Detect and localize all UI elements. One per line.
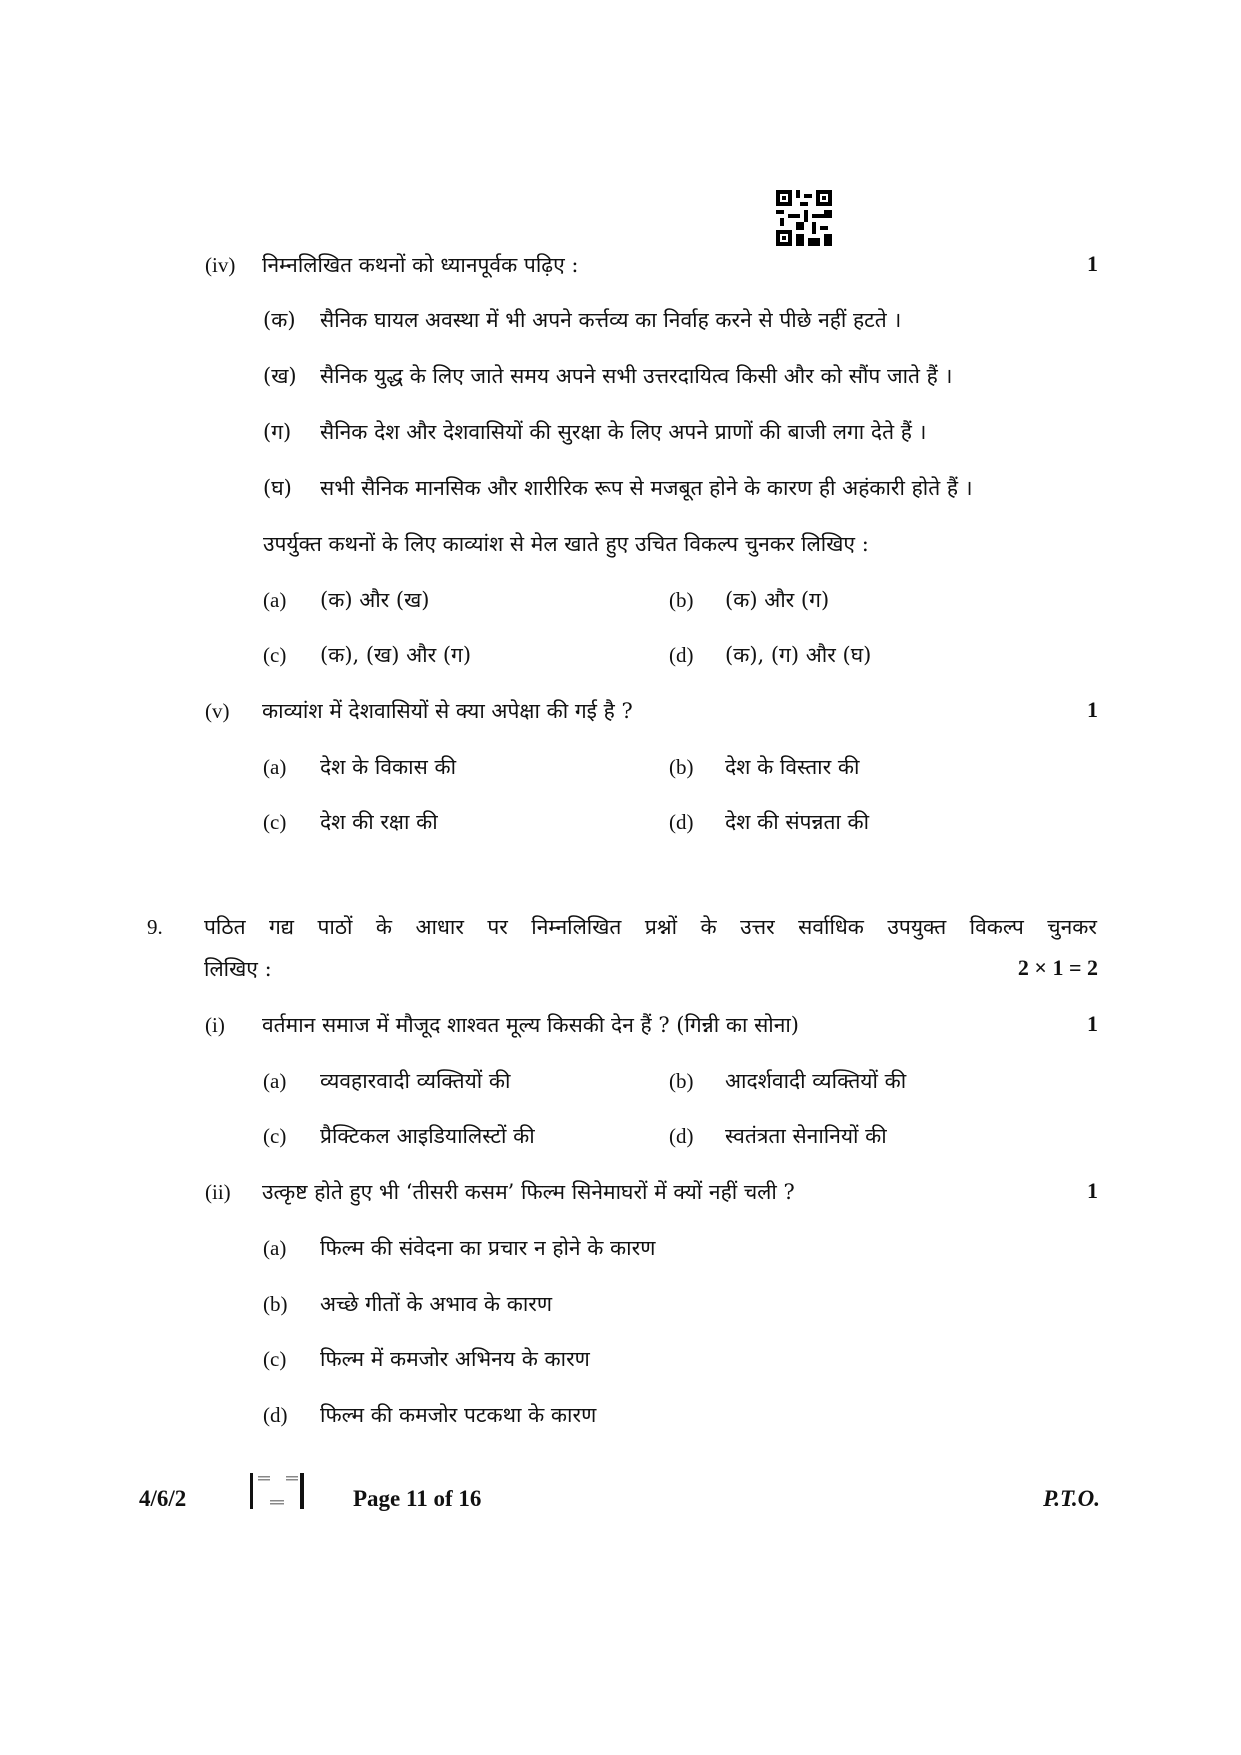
barcode-mark: [250, 1473, 306, 1509]
option-label: (b): [669, 1069, 694, 1093]
statement-label: (क): [263, 308, 296, 332]
option-text: व्यवहारवादी व्यक्तियों की: [320, 1069, 511, 1093]
please-turn-over: P.T.O.: [1043, 1486, 1100, 1511]
question-text: उत्कृष्ट होते हुए भी ‘तीसरी कसम’ फिल्म सिनेमाघरों में क्यों नहीं चली ?: [262, 1180, 795, 1204]
statement-text: सैनिक युद्ध के लिए जाते समय अपने सभी उत्तरदायित्व किसी और को सौंप जाते हैं ।: [320, 364, 953, 388]
option: [263, 1345, 590, 1373]
statement-text: सैनिक घायल अवस्था में भी अपने कर्त्तव्य का निर्वाह करने से पीछे नहीं हटते ।: [320, 308, 902, 332]
option: [263, 586, 430, 614]
option-text: देश के विस्तार की: [725, 755, 860, 779]
option-label: (a): [263, 1236, 287, 1260]
option-text: आदर्शवादी व्यक्तियों की: [725, 1069, 907, 1093]
option-text: अच्छे गीतों के अभाव के कारण: [320, 1292, 553, 1316]
option: [263, 753, 457, 781]
option-text: देश के विकास की: [320, 755, 457, 779]
option-label: (c): [263, 810, 287, 834]
option-text: (क), (ग) और (घ): [725, 643, 872, 667]
page-number: Page 11 of 16: [353, 1486, 482, 1511]
option-label: (d): [669, 810, 694, 834]
marks: 2 × 1 = 2: [1017, 955, 1098, 980]
question-8-v: [205, 697, 633, 725]
option: [263, 1234, 656, 1262]
statement: [263, 418, 927, 446]
option: [669, 641, 872, 669]
option: [669, 808, 870, 836]
option-label: (b): [669, 588, 694, 612]
question-9-ii: [205, 1178, 795, 1206]
question-text: निम्नलिखित कथनों को ध्यानपूर्वक पढ़िए :: [262, 253, 579, 277]
question-9-number: 9.: [147, 915, 163, 939]
option-text: (क) और (ग): [725, 588, 830, 612]
option-label: (d): [669, 1124, 694, 1148]
option: [669, 1067, 907, 1095]
option-text: देश की संपन्नता की: [725, 810, 870, 834]
option-text: फिल्म में कमजोर अभिनय के कारण: [320, 1347, 590, 1371]
question-8-iv: [205, 251, 579, 279]
option-label: (a): [263, 588, 287, 612]
marks: 1: [1087, 697, 1098, 722]
option-label: (c): [263, 643, 287, 667]
marks: 1: [1087, 1178, 1098, 1203]
option-label: (a): [263, 755, 287, 779]
option: [669, 1122, 887, 1150]
question-text: काव्यांश में देशवासियों से क्या अपेक्षा की गई है ?: [262, 699, 633, 723]
instruction: उपर्युक्त कथनों के लिए काव्यांश से मेल खाते हुए उचित विकल्प चुनकर लिखिए :: [263, 532, 869, 556]
statement-label: (ग): [263, 420, 292, 444]
option-text: फिल्म की संवेदना का प्रचार न होने के कारण: [320, 1236, 656, 1260]
statement: [263, 474, 973, 502]
option-text: देश की रक्षा की: [320, 810, 438, 834]
statement-label: (घ): [263, 476, 292, 500]
option: [263, 641, 472, 669]
statement-label: (ख): [263, 364, 297, 388]
option-label: (c): [263, 1124, 287, 1148]
option-label: (c): [263, 1347, 287, 1371]
option: [263, 1401, 597, 1429]
option: [263, 1067, 511, 1095]
question-text: वर्तमान समाज में मौजूद शाश्वत मूल्य किसकी देन हैं ? (गिन्नी का सोना): [262, 1013, 799, 1037]
option: [263, 808, 438, 836]
option-label: (b): [669, 755, 694, 779]
question-number: (v): [205, 699, 230, 723]
statement: [263, 306, 902, 334]
question-9-text: पठित गद्य पाठों के आधार पर निम्नलिखित प्रश्नों के उत्तर सर्वाधिक उपयुक्त विकल्प चुनकर: [204, 915, 1097, 939]
option-label: (d): [263, 1403, 288, 1427]
statement-text: सभी सैनिक मानसिक और शारीरिक रूप से मजबूत होने के कारण ही अहंकारी होते हैं ।: [320, 476, 973, 500]
marks: 1: [1087, 1011, 1098, 1036]
option-text: (क) और (ख): [320, 588, 430, 612]
marks: 1: [1087, 251, 1098, 276]
option: [263, 1122, 535, 1150]
question-9-text-cont: लिखिए :: [204, 957, 272, 981]
option-text: स्वतंत्रता सेनानियों की: [725, 1124, 887, 1148]
option: [263, 1290, 553, 1318]
option: [669, 586, 830, 614]
qr-code: [776, 190, 832, 246]
paper-code: 4/6/2: [139, 1486, 187, 1511]
question-number: (ii): [205, 1180, 231, 1204]
question-number: (i): [205, 1013, 225, 1037]
option-label: (a): [263, 1069, 287, 1093]
statement: [263, 362, 953, 390]
option: [669, 753, 860, 781]
question-9-i: [205, 1011, 799, 1039]
statement-text: सैनिक देश और देशवासियों की सुरक्षा के लिए अपने प्राणों की बाजी लगा देते हैं ।: [320, 420, 927, 444]
option-label: (b): [263, 1292, 288, 1316]
question-number: (iv): [205, 253, 236, 277]
option-text: फिल्म की कमजोर पटकथा के कारण: [320, 1403, 597, 1427]
option-text: प्रैक्टिकल आइडियालिस्टों की: [320, 1124, 535, 1148]
option-text: (क), (ख) और (ग): [320, 643, 472, 667]
option-label: (d): [669, 643, 694, 667]
